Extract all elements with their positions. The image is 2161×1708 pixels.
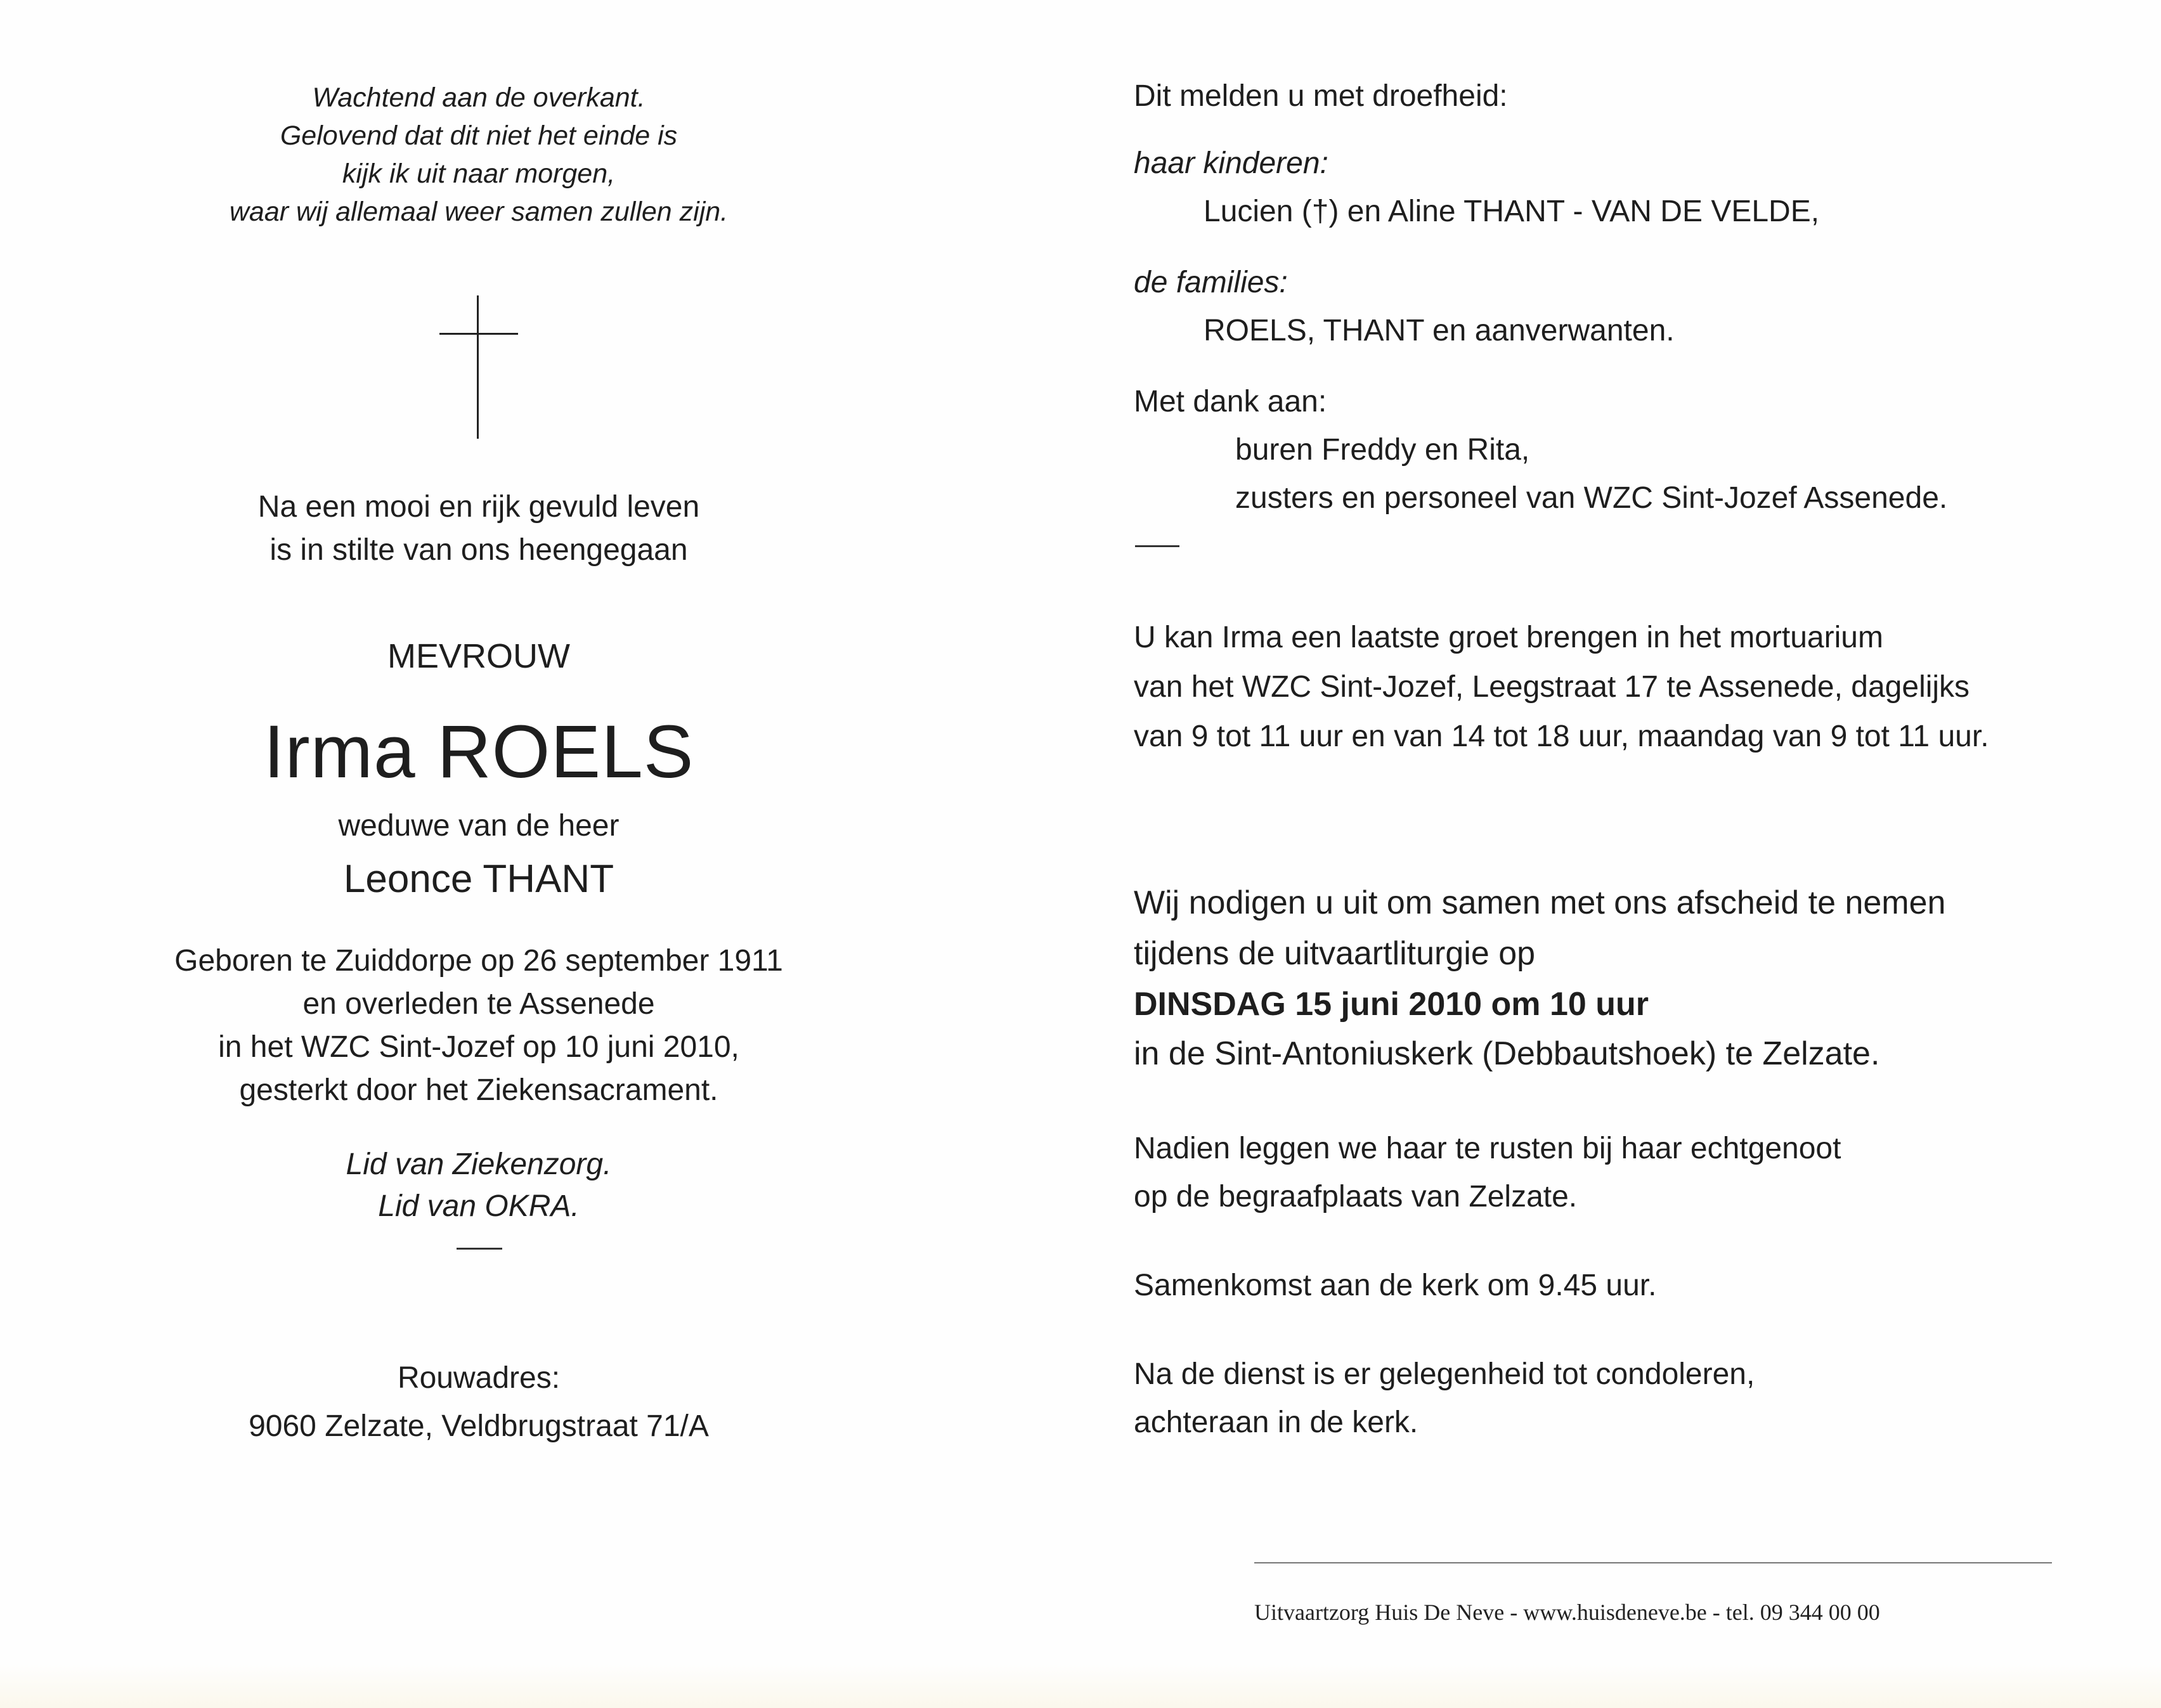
membership-line: Lid van Ziekenzorg.: [346, 1148, 612, 1181]
intro: [95, 486, 862, 572]
service-datetime: DINSDAG 15 juni 2010 om 10 uur: [1134, 986, 1649, 1023]
thanks-label: Met dank aan:: [1134, 385, 1327, 418]
invite-line: tijdens de uitvaartliturgie op: [1134, 935, 1536, 972]
condolence-line: Na de dienst is er gelegenheid tot condoleren,: [1134, 1357, 1755, 1391]
burial-line: op de begraafplaats van Zelzate.: [1134, 1180, 1578, 1213]
honorific: MEVROUW: [387, 637, 570, 675]
poem: [95, 79, 862, 231]
poem-line: Gelovend dat dit niet het einde is: [280, 120, 678, 151]
dates-line: en overleden te Assenede: [302, 987, 655, 1021]
poem-line: kijk ik uit naar morgen,: [342, 159, 616, 189]
intro-line: is in stilte van ons heengegaan: [269, 533, 688, 567]
poem-line: Wachtend aan de overkant.: [312, 82, 646, 113]
dates-line: Geboren te Zuiddorpe op 26 september 1911: [174, 944, 783, 978]
visit-line: van het WZC Sint-Jozef, Leegstraat 17 te Assenede, dagelijks: [1134, 670, 1970, 704]
poem-line: waar wij allemaal weer samen zullen zijn.: [229, 197, 729, 227]
divider: [457, 1248, 502, 1250]
paper-tint: [0, 1664, 2161, 1708]
families: ROELS, THANT en aanverwanten.: [1204, 314, 1675, 347]
intro-line: Na een mooi en rijk gevuld leven: [257, 490, 700, 524]
visit-line: U kan Irma een laatste groet brengen in het mortuarium: [1134, 621, 1883, 654]
thanks-line: zusters en personeel van WZC Sint-Jozef Assenede.: [1235, 481, 1948, 515]
families-label: de families:: [1134, 266, 1288, 299]
footer-rule: [1254, 1562, 2052, 1563]
deceased-name: Irma ROELS: [263, 710, 694, 794]
divider: [1135, 545, 1179, 547]
membership-line: Lid van OKRA.: [378, 1189, 580, 1223]
spouse-name: Leonce THANT: [343, 857, 614, 901]
burial-line: Nadien leggen we haar te rusten bij haar echtgenoot: [1134, 1132, 1841, 1165]
memberships: [95, 1144, 862, 1227]
funeral-home-footer: Uitvaartzorg Huis De Neve - www.huisdeneve.be - tel. 09 344 00 00: [1254, 1600, 1880, 1625]
dates-line: gesterkt door het Ziekensacrament.: [239, 1073, 718, 1107]
address-label: Rouwadres:: [397, 1361, 561, 1395]
life-dates: [95, 940, 862, 1112]
cross-icon: [95, 295, 862, 439]
visit-line: van 9 tot 11 uur en van 14 tot 18 uur, maandag van 9 tot 11 uur.: [1134, 720, 1989, 753]
children-label: haar kinderen:: [1134, 146, 1328, 180]
announce: Dit melden u met droefheid:: [1134, 79, 1508, 113]
thanks-line: buren Freddy en Rita,: [1235, 433, 1530, 467]
gathering: Samenkomst aan de kerk om 9.45 uur.: [1134, 1269, 1657, 1302]
widow-text: weduwe van de heer: [338, 809, 620, 843]
church: in de Sint-Antoniuskerk (Debbautshoek) te Zelzate.: [1134, 1035, 1880, 1072]
children: Lucien (†) en Aline THANT - VAN DE VELDE,: [1204, 195, 1820, 228]
mourning-address: 9060 Zelzate, Veldbrugstraat 71/A: [249, 1409, 709, 1443]
dates-line: in het WZC Sint-Jozef op 10 juni 2010,: [218, 1030, 739, 1064]
invite-line: Wij nodigen u uit om samen met ons afscheid te nemen: [1134, 884, 1946, 921]
condolence-line: achteraan in de kerk.: [1134, 1406, 1418, 1439]
